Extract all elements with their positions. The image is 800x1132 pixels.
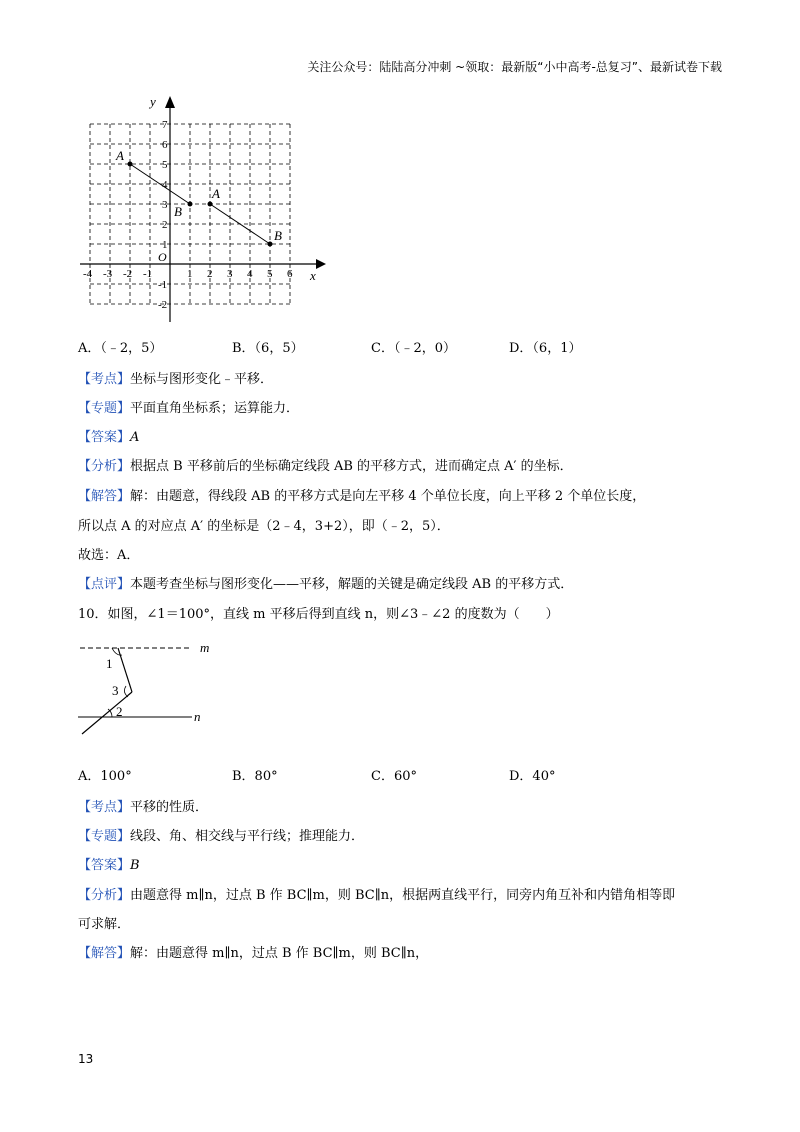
jieda-tag: 【解答】 [78,946,131,961]
origin-label: O [158,250,167,264]
x-tick-label: -4 [83,268,93,280]
x-tick-label: 1 [187,268,193,280]
line-m-label: m [200,640,210,655]
fenxi-tag: 【分析】 [78,888,131,903]
x-axis-label: x [310,268,316,283]
kaodian-text: 平移的性质． [130,800,209,815]
point-dot [188,202,193,207]
point-label: B [174,204,182,219]
page-number: 13 [78,1052,94,1066]
x-tick-label: -2 [123,268,133,280]
y-tick-label: 4 [162,179,168,191]
dianping-text: 本题考查坐标与图形变化——平移，解题的关键是确定线段 AB 的平移方式． [130,577,574,592]
fenxi-tag: 【分析】 [78,459,131,474]
x-tick-label: 3 [227,268,233,280]
q9-kaodian [78,368,273,387]
daan-tag: 【答案】 [78,858,131,873]
zhuanti-tag: 【专题】 [78,401,131,416]
kaodian-text: 坐标与图形变化﹣平移． [130,372,274,387]
line-n-label: n [194,709,201,724]
daan-text: A [130,430,140,445]
zhuanti-tag: 【专题】 [78,829,131,844]
point-label: A [212,186,220,201]
q9-option-b: B．（6，5） [232,341,304,356]
point-label: A [116,148,124,163]
daan-tag: 【答案】 [78,430,131,445]
x-tick-label: 4 [247,268,253,280]
q9-option-d: D．（6，1） [509,341,582,356]
jieda-text: 解：由题意得 m∥n，过点 B 作 BC∥m，则 BC∥n， [130,946,429,961]
y-axis-label: y [150,94,156,109]
parallel-lines-figure [72,636,222,740]
angle-1-label: 1 [106,656,113,671]
y-tick-label: 5 [162,159,168,171]
y-tick-label: 2 [162,219,168,231]
q9-fenxi [78,455,573,474]
point-dot [208,202,213,207]
q10-option-a: A．100° [78,769,132,784]
zhuanti-text: 线段、角、相交线与平行线；推理能力． [130,829,365,844]
q10-kaodian [78,796,208,815]
fenxi-text: 根据点 B 平移前后的坐标确定线段 AB 的平移方式，进而确定点 A′ 的坐标． [130,459,573,474]
daan-text: B [130,858,140,873]
fenxi-text-1: 由题意得 m∥n，过点 B 作 BC∥m，则 BC∥n，根据两直线平行，同旁内角互补和内错角相等即 [130,888,676,903]
q9-jieda-line-2: 所以点 A 的对应点 A′ 的坐标是（2﹣4，3+2），即（﹣2，5）． [78,519,450,534]
q9-zhuanti [78,397,299,416]
angle-3-label: 3 [112,683,119,698]
x-tick-label: 5 [267,268,273,280]
kaodian-tag: 【考点】 [78,372,131,387]
jieda-tag: 【解答】 [78,489,131,504]
q9-option-a: A．（﹣2，5） [78,341,163,356]
coordinate-graph [70,90,330,330]
jieda-text-1: 解：由题意，得线段 AB 的平移方式是向左平移 4 个单位长度，向上平移 2 个单位长度， [130,489,646,504]
y-tick-label: 1 [162,239,168,251]
q10-stem: 10．如图，∠1＝100°，直线 m 平移后得到直线 n，则∠3﹣∠2 的度数为（ ） [78,607,559,622]
q10-option-d: D．40° [509,769,556,784]
kaodian-tag: 【考点】 [78,800,131,815]
dianping-tag: 【点评】 [78,577,131,592]
page-header: 关注公众号：陆陆高分冲刺 ~领取：最新版“小中高考-总复习”、最新试卷下载 [307,60,722,74]
q9-option-c: C．（﹣2，0） [371,341,456,356]
angle-2-label: 2 [116,704,123,719]
y-axis-arrow [165,96,175,108]
x-tick-label: 6 [287,268,293,280]
point-dot [268,242,273,247]
q10-jieda [78,942,428,961]
zhuanti-text: 平面直角坐标系；运算能力． [130,401,300,416]
q10-fenxi-line-2: 可求解． [78,917,131,932]
point-dot [128,162,133,167]
y-tick-label: 6 [162,139,168,151]
point-label: B [274,228,282,243]
q10-zhuanti [78,825,364,844]
x-tick-label: -3 [103,268,113,280]
q10-option-c: C．60° [371,769,417,784]
q10-option-b: B．80° [232,769,278,784]
x-tick-label: -1 [143,268,153,280]
x-axis-arrow [316,259,326,269]
y-tick-label: 3 [162,199,168,211]
q9-daan [78,426,139,445]
y-tick-label: -2 [158,299,168,311]
x-tick-label: 2 [207,268,213,280]
y-tick-label: 7 [162,119,168,131]
q9-guxuan: 故选：A． [78,548,140,563]
q10-fenxi [78,884,675,903]
q9-jieda [78,485,645,504]
q10-daan [78,854,140,873]
q9-dianping [78,573,573,592]
y-tick-label: -1 [158,279,168,291]
